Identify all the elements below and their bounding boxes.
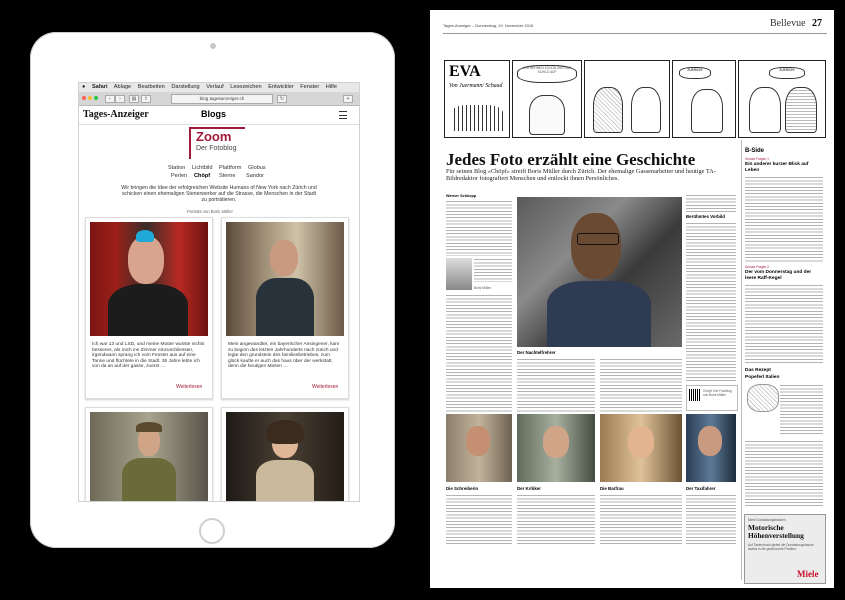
nav-lichtbild[interactable]: Lichtbild (192, 165, 213, 171)
blog-subtitle: Der Fotoblog (196, 145, 237, 152)
article-text (600, 358, 682, 412)
comic-panel (584, 60, 670, 138)
rail-headline: Popeferl Italien (745, 375, 780, 380)
menu-ablage[interactable]: Ablage (113, 84, 132, 90)
comic-panel (738, 60, 826, 138)
nav-station[interactable]: Station (168, 165, 186, 171)
rail-kicker: Grosse Fragen 2 (745, 265, 769, 269)
menu-fenster[interactable]: Fenster (300, 84, 320, 90)
nav-plattform[interactable]: Plattform (219, 165, 242, 171)
menu-safari[interactable]: Safari (91, 84, 108, 90)
post-excerpt: Mein angewandter, ein bayerischer Ansingener, kam zu beginn des letzten Jahrhunderts nach zürich und legte den grundstein des familienbetriebes, zum glück kaufte er auch das haus über der werkstatt, denn die heutigen Mieten … (228, 342, 340, 370)
article-text (686, 494, 736, 546)
blog-intro: Wir bringen die Idee der erfolgreichen Website Humans of New York nach Zürich und schicken einen ehemaligen Stenerwerker auf die Strasse, die Menschen in der Stadt zu porträtieren. (121, 185, 317, 204)
menu-darstellung[interactable]: Darstellung (171, 84, 200, 90)
portrait-photo (446, 414, 512, 482)
rail-text (780, 384, 823, 436)
section-title: Blogs (201, 109, 227, 119)
rail-divider (741, 140, 742, 580)
blog-info-box (686, 385, 738, 411)
masthead-date: Tages-Anzeiger – Donnerstag, 19. November 2015 (443, 23, 534, 28)
rail-text (745, 440, 823, 508)
main-photo (517, 197, 682, 347)
article-text (474, 258, 512, 282)
rail-text (745, 176, 823, 262)
comic-title-panel (444, 60, 510, 138)
qr-code-icon (689, 389, 701, 401)
rail-headline: Der vom Donnerstag und der leere Raff-Kegel (745, 270, 812, 281)
blog-title[interactable]: Zoom (196, 129, 232, 144)
comic-illustration (451, 105, 503, 131)
share-icon[interactable]: ⇪ (141, 95, 151, 103)
ad-text: Auf Tastendruck gleitet die Dunstabzugshaube lautlos in die gewünschte Position. (748, 543, 814, 551)
article-text (600, 494, 682, 546)
portrait-caption: Die Barfrau (600, 486, 624, 491)
portrait-photo (686, 414, 736, 482)
reload-icon[interactable]: ↻ (277, 95, 287, 103)
menu-bearbeiten[interactable]: Bearbeiten (137, 84, 165, 90)
nav-perlen[interactable]: Perlen (171, 173, 188, 179)
comic-panel (672, 60, 736, 138)
address-bar[interactable]: blog.tagesanzeiger.ch (171, 94, 273, 104)
read-more-link[interactable]: Weiterlesen (176, 384, 203, 390)
page-number: 27 (812, 18, 822, 29)
nav-sterne[interactable]: Sterne (219, 173, 236, 179)
forward-button[interactable]: › (115, 95, 125, 103)
site-header (79, 106, 359, 125)
ad-brand-logo: Miele (797, 569, 819, 579)
nav-choepf[interactable]: Chöpf (194, 173, 211, 179)
article-headline: Jedes Foto erzählt eine Geschichte (446, 150, 696, 169)
portrait-caption: Der Kritiker (517, 486, 541, 491)
blog-info-text: Chöpf: Der Fotoblog von Boris Müller (703, 389, 732, 397)
new-tab-button[interactable]: + (343, 95, 353, 103)
speech-bubble: ZUERICH! (769, 67, 805, 79)
menu-hilfe[interactable]: Hilfe (325, 84, 337, 90)
post-card[interactable] (221, 407, 349, 502)
apple-icon[interactable]: ● (82, 84, 86, 90)
close-window-button[interactable] (82, 96, 86, 100)
home-button[interactable] (199, 518, 225, 544)
rail-headline: Das Rezept (745, 368, 771, 373)
article-text (517, 494, 595, 546)
portrait-photo (600, 414, 682, 482)
article-text (517, 358, 595, 412)
article-text (446, 494, 512, 546)
portrait-caption: Der Taxifahrer (686, 486, 716, 491)
comic-panel (512, 60, 582, 138)
author-photo (446, 258, 472, 290)
author-caption: Boris Müller. (474, 286, 492, 290)
camera-icon (210, 43, 216, 49)
post-card[interactable] (85, 217, 213, 399)
ad-kicker: Miele Dunstabzugshauben (748, 518, 786, 522)
article-text (446, 294, 512, 412)
nav-sandor[interactable]: Sandor (246, 173, 265, 179)
sidebar-icon[interactable]: ▤ (129, 95, 139, 103)
advertisement[interactable] (744, 514, 826, 584)
speech-bubble: WIR NEHMEN SCHON ZUR DAS SCHILD AUF (517, 65, 577, 83)
nav-globus[interactable]: Globus (248, 165, 266, 171)
menu-entwickler[interactable]: Entwickler (268, 84, 294, 90)
subheading: Berühmtes Vorbild (686, 214, 725, 219)
section-name: Bellevue (770, 18, 806, 29)
rail-headline: Ein anderer kurzer Blick auf Leben (745, 162, 809, 173)
menu-bar (79, 83, 359, 92)
menu-icon[interactable] (339, 111, 347, 119)
post-excerpt: Ich war 13 und LSD, und meine Mutter wusste nichts besseres, als mich ins Zimmer einzuschliessen, irgendwann sprang ich vom Fenster aus auf eine Tanne und flüchtete in die Stadt. 35 Jahre lebte ich von da an auf der gasse, zuerst … (92, 342, 205, 370)
rail-text (745, 284, 823, 364)
browser-toolbar (79, 92, 359, 106)
main-caption: Der Nachtelfrehrer (517, 350, 556, 355)
zoom-window-button[interactable] (94, 96, 98, 100)
article-text (446, 200, 512, 256)
comic-title: EVA (449, 63, 481, 80)
portrait-photo[interactable] (90, 412, 208, 502)
post-card[interactable] (221, 217, 349, 399)
comic-byline: Von Juermann/ Schaad (449, 83, 503, 89)
speech-bubble: ZUERICH! (679, 67, 711, 79)
read-more-link[interactable]: Weiterlesen (312, 384, 339, 390)
article-dek: Für seinen Blog «Chöpf» streift Boris Müller durch Zürich. Der ehemalige Gassenarbeiter und heutige TA-Bildredaktor fotografiert Menschen und entlockt ihnen Persönliches. (446, 168, 716, 183)
byline: Porträts von Boris Müller (187, 209, 233, 214)
post-card[interactable] (85, 407, 213, 502)
recipe-illustration (747, 384, 779, 412)
menu-verlauf[interactable]: Verlauf (206, 84, 224, 90)
ad-title: Motorische Höhenverstellung (748, 523, 804, 540)
menu-lesezeichen[interactable]: Lesezeichen (230, 84, 262, 90)
portrait-caption: Die Schreiberin (446, 486, 479, 491)
site-logo[interactable]: Tages-Anzeiger (83, 109, 149, 120)
rail-kicker: Grosse Fragen 1 (745, 157, 769, 161)
back-button[interactable]: ‹ (105, 95, 115, 103)
rule (443, 33, 827, 34)
minimize-window-button[interactable] (88, 96, 92, 100)
portrait-photo (517, 414, 595, 482)
article-text (686, 222, 736, 382)
portrait-photo[interactable] (226, 412, 344, 502)
portrait-photo[interactable] (90, 222, 208, 336)
rail-title: B-Side (745, 148, 765, 154)
article-author: Werner Schüepp (446, 194, 477, 198)
article-text (686, 194, 736, 212)
portrait-photo[interactable] (226, 222, 344, 336)
ipad-screen (78, 82, 360, 502)
